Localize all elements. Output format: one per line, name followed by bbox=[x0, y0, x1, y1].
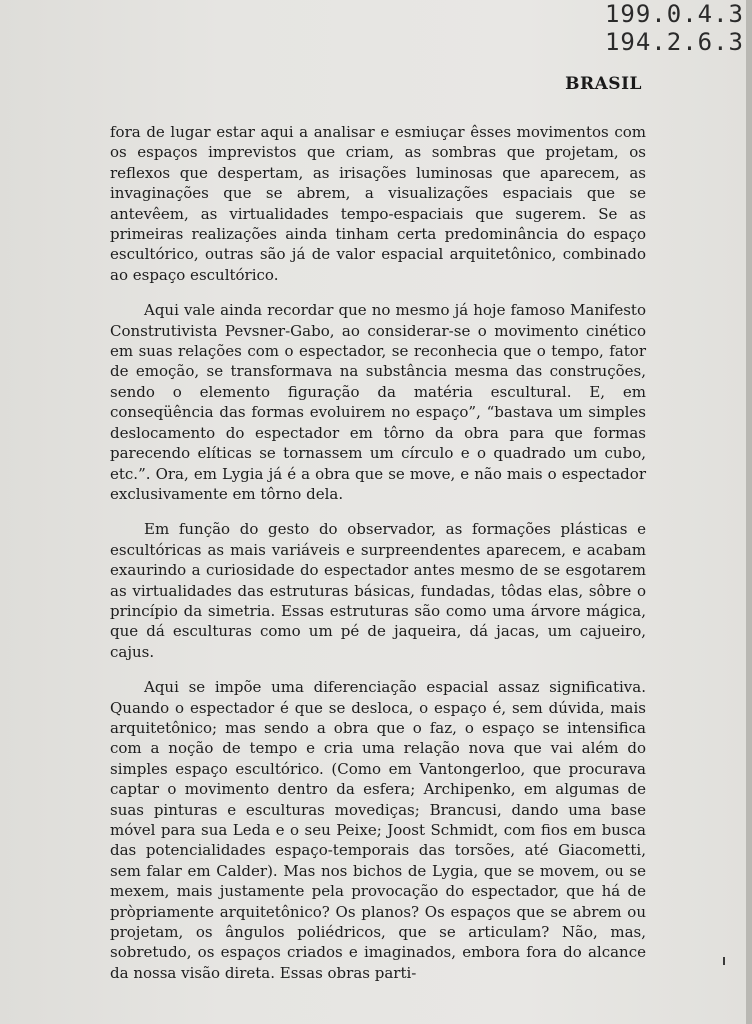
archive-mark-1: 199.0.4.3 bbox=[604, 0, 744, 28]
margin-mark bbox=[723, 957, 725, 965]
paragraph-4: Aqui se impõe uma diferenciação espacial assaz significativa. Quando o espectador é que se desloca, o espaço é, sem dúvida, mais arquitetônico; mas sendo a obra que o faz, o espaço se intensifica com a noção de tempo e cria uma relação nova que vai além do simples espaço escultórico. (Como em Vantongerloo, que procurava captar o movimento dentro da esfera; Archipenko, em algumas de suas pinturas e esculturas movediças; Brancusi, dando uma base móvel para sua Leda e o seu Peixe; Joost Schmidt, com fios em busca das potencialidades espaço-temporais das torsões, até Giacometti, sem falar em Calder). Mas nos bichos de Lygia, que se movem, ou se mexem, mais justamente pela provocação do espectador, que há de pròpriamente arquitetônico? Os planos? Os espaços que se abrem ou projetam, os ângulos poliédricos, que se articulam? Não, mas, sobretudo, os espaços criados e imaginados, embora fora do alcance da nossa visão direta. Essas obras parti- bbox=[110, 678, 646, 982]
running-header: BRASIL bbox=[565, 74, 642, 94]
body-text bbox=[110, 122, 646, 998]
page-edge bbox=[746, 0, 752, 1024]
archive-annotation bbox=[605, 0, 744, 56]
paragraph-1: fora de lugar estar aqui a analisar e esmiuçar êsses movimentos com os espaços imprevistos que criam, as sombras que projetam, os reflexos que despertam, as irisações luminosas que aparecem, as invaginações que se abrem, a visualizações espaciais que se antevêem, as virtualidades tempo-espaciais que sugerem. Se as primeiras realizações ainda tinham certa predominância do espaço escultórico, outras são já de valor espacial arquitetônico, combinado ao espaço escultórico. bbox=[110, 123, 646, 284]
archive-mark-2: 194.2.6.3 bbox=[604, 28, 744, 56]
paragraph-2: Aqui vale ainda recordar que no mesmo já hoje famoso Manifesto Construtivista Pevsner-Gabo, ao considerar-se o movimento cinético em suas relações com o espectador, se reconhecia que o tempo, fator de emoção, se transformava na substância mesma das construções, sendo o elemento figuração da matéria escultural. E, em conseqüência das formas evoluirem no espaço”, “bastava um simples deslocamento do espectador em tôrno da obra para que formas parecendo elíticas se tornassem um círculo e o quadrado um cubo, etc.”. Ora, em Lygia já é a obra que se move, e não mais o espectador exclusivamente em tôrno dela. bbox=[110, 301, 646, 503]
paragraph-3: Em função do gesto do observador, as formações plásticas e escultóricas as mais variáveis e surpreendentes aparecem, e acabam exaurindo a curiosidade do espectador antes mesmo de se esgotarem as virtualidades das estruturas básicas, fundadas, tôdas elas, sôbre o princípio da simetria. Essas estruturas são como uma árvore mágica, que dá esculturas como um pé de jaqueira, dá jacas, um cajueiro, cajus. bbox=[110, 520, 646, 661]
